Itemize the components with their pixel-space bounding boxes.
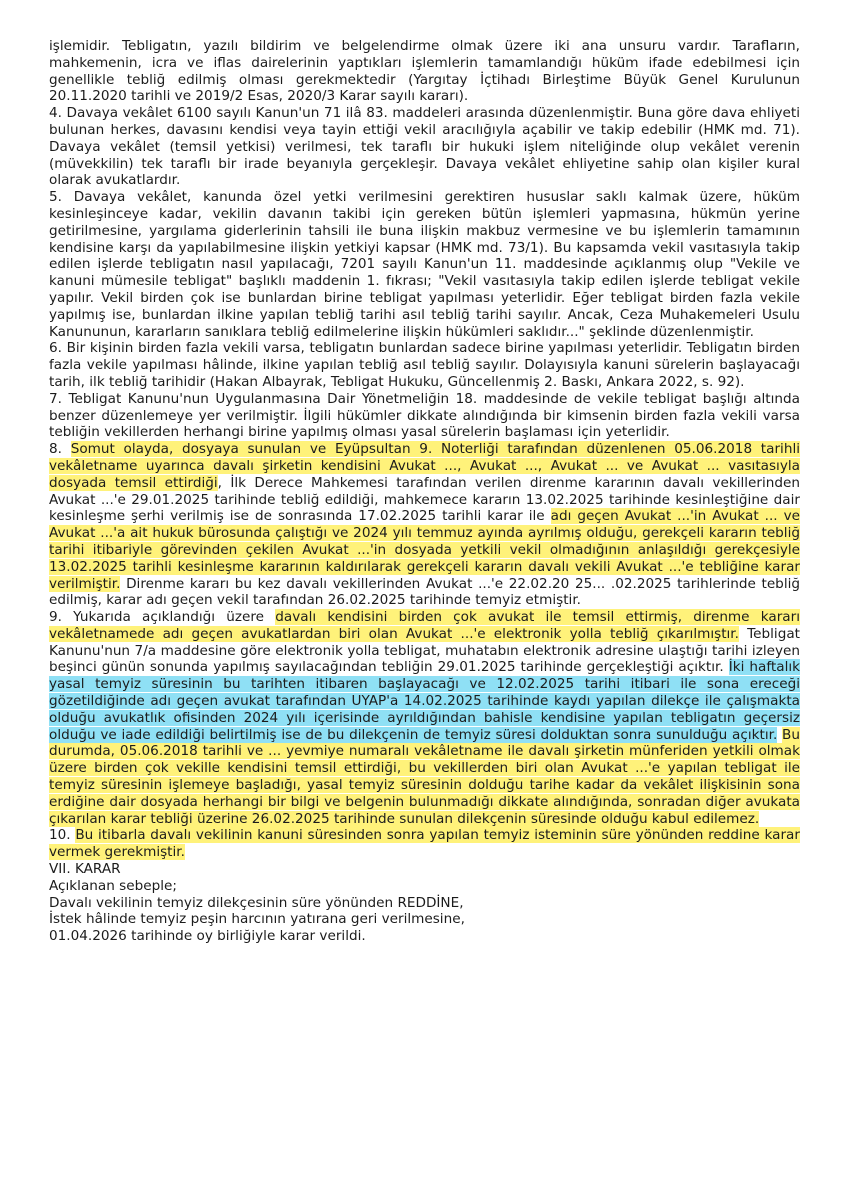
document-body (49, 38, 800, 861)
text-segment: 9. Yukarıda açıklandığı üzere (49, 609, 276, 626)
text-segment: işlemidir. Tebligatın, yazılı bildirim ve belgelendirme olmak üzere iki ana unsuru vardır. Tarafların, mahkemenin, icra ve iflas dairelerinin yaptıkları işlemlerin tamamlandığı hüküm ifade edebilmesi için genellikle tebliğ edilmiş olması gerekmektedir (Yargıtay İçtihadı Birleştime Büyük Genel Kurulunun 20.11.2020 tarihli ve 2019/2 Esas, 2020/3 Karar sayılı kararı). (49, 38, 800, 105)
section-heading: VII. KARAR (49, 861, 121, 878)
paragraph-5 (49, 189, 800, 340)
text-segment: 5. Davaya vekâlet, kanunda özel yetki verilmesini gerektiren hususlar saklı kalmak üzere, hüküm kesinleşinceye kadar, vekilin davanın takibi için gereken bütün işlemleri yapmasına, hükmün yerine getirilmesine, yargılama giderlerinin tahsili ile buna ilişkin makbuz vermesine ve bu işlemlerin tamamının kendisine karşı da yapılabilmesine ilişkin yetkiyi kapsar (HMK md. 73/1). Bu kapsamda vekil vasıtasıyla takip edilen işlerde tebligatın nasıl yapılacağı, 7201 sayılı Kanun'un 11. maddesinde açıklanmış olup "Vekile ve kanuni mümesile tebligat" başlıklı maddenin 1. fıkrası; "Vekil vasıtasıyla takip edilen işlerde tebligat vekile yapılır. Vekil birden çok ise bunlardan birine tebligat yapılması yeterlidir. Eğer tebligat birden fazla vekile yapılmış ise, bunlardan ilkine yapılan tebliğ tarihi asıl tebliğ tarihi sayılır. Ancak, Ceza Muhakemeleri Usulu Kanununun, kararların sanıklara tebliğ edilmelerine ilişkin hükümleri saklıdır..." şeklinde düzenlenmiştir. (49, 189, 800, 340)
text-segment: 4. Davaya vekâlet 6100 sayılı Kanun'un 71 ilâ 83. maddeleri arasında düzenlenmiştir. Buna göre dava ehliyeti bulunan herkes, davasını kendisi veya tayin ettiği vekil aracılığıyla açabilir ve takip edebilir (HMK md. 71). Davaya vekâlet (temsil yetkisi) verilmesi, tek taraflı bir hukuki işlem niteliğinde olup vekâlet verenin (müvekkilin) tek taraflı bir irade beyanıyla gerçekleşir. Davaya vekâlet ehliyetine sahip olan kişiler kural olarak avukatlardır. (49, 105, 800, 189)
paragraph-7 (49, 391, 800, 441)
text-segment: Direnme kararı bu kez davalı vekillerinden Avukat ...'e 22.02.20 25... .02.2025 tarihlerinde tebliğ edilmiş, karar adı geçen vekil tarafından 26.02.2025 tarihinde temyiz etmiştir. (49, 575, 800, 609)
highlighted-text-yellow: davalı kendisini birden çok avukat ile temsil ettirmiş, direnme kararı vekâletnamede adı geçen avukatlardan biri olan Avukat ...'e elektronik yolla tebliğ çıkarılmıştır. (49, 609, 801, 642)
paragraph-continuation (49, 38, 800, 105)
paragraph-4 (49, 105, 800, 189)
highlighted-text-yellow: Bu durumda, 05.06.2018 tarihli ve ... yevmiye numaralı vekâletname ile davalı şirketin münferiden yetkili olmak üzere birden çok vekille kendisini temsil ettirdiği, bu vekillerden biri olan Avukat ...'e yapılan tebligat ile temyiz süresinin işlemeye başladığı, yasal temyiz süresinin dolduğu tarihe kadar da vekâlet ilişkisinin sona erdiğine dair dosyada herhangi bir bilgi ve belgenin bulunmadığı dikkate alındığında, sonradan diğer avukata çıkarılan karar tebliği üzerine 26.02.2025 tarihinde sunulan dilekçenin süresinde olduğu kabul edilemez. (49, 726, 800, 827)
text-segment: Tebligat Kanunu'nun 7/a maddesine göre elektronik yolla tebligat, muhatabın elektronik adresine ulaştığı tarihi izleyen beşinci günün sonunda yapılmış sayılacağından tebliğin 29.01.2025 tarihinde gerçekleştiği açıktır. (49, 625, 800, 676)
paragraph-6 (49, 340, 800, 390)
paragraph-8 (49, 441, 800, 609)
text-segment: 10. (49, 827, 76, 844)
highlighted-text-yellow: adı geçen Avukat ...'in Avukat ... ve Avukat ...'a ait hukuk bürosunda çalıştığı ve 2024 yılı temmuz ayında ayrılmış olduğu, gerekçeli kararın tebliğ tarihi itibariyle görevinden çekilen Avukat ...'in dosyada yetkili vekil olmadığının anlaşıldığı gerekçesiyle 13.02.2025 tarihli kesinleşme kararının kaldırılarak gerekçeli kararın davalı vekili Avukat ...'e tebliğine karar verilmiştir. (49, 508, 800, 592)
decision-section (49, 861, 800, 945)
highlighted-text-yellow: Bu itibarla davalı vekilinin kanuni süresinden sonra yapılan temyiz isteminin süre yönünden reddine karar vermek gerekmiştir. (49, 827, 800, 861)
paragraph-10 (49, 827, 800, 861)
text-segment: 6. Bir kişinin birden fazla vekili varsa, tebligatın bunlardan sadece birine yapılması yeterlidir. Tebligatın birden fazla vekile yapılması hâlinde, ilkine yapılan tebliğ asıl tebliğ sayılır. Dolayısıyla kanuni sürelerin başlayacağı tarih, ilk tebliğ tarihidir (Hakan Albayrak, Tebligat Hukuku, Güncellenmiş 2. Baskı, Ankara 2022, s. 92). (49, 340, 800, 390)
decision-item: Davalı vekilinin temyiz dilekçesinin süre yönünden REDDİNE, (49, 894, 464, 911)
text-segment: 8. (49, 441, 71, 458)
paragraph-9 (49, 609, 800, 827)
text-segment: , İlk Derece Mahkemesi tarafından verilen direnme kararının davalı vekillerinden Avukat ...'e 29.01.2025 tarihinde tebliğ edildiği, mahkemece kararın 13.02.2025 tarihinde kesinleştiğine dair kesinleşme şerhi verilmiş ise de sonrasında 17.02.2025 tarihli karar ile (49, 474, 800, 525)
highlighted-text-yellow: Somut olayda, dosyaya sunulan ve Eyüpsultan 9. Noterliği tarafından düzenlenen 05.06.2018 tarihli vekâletname uyarınca davalı şirketin kendisini Avukat ..., Avukat ..., Avukat ... ve Avukat ... vasıtasıyla dosyada temsil ettirdiği (49, 441, 800, 491)
highlighted-text-blue: İki haftalık yasal temyiz süresinin bu tarihten itibaren başlayacağı ve 12.02.2025 tarihi itibari ile sona ereceği gözetildiğinde adı geçen avukat tarafından UYAP'a 14.02.2025 tarihinde kaydı yapılan dilekçe ile çalışmakta olduğu avukatlık ofisinden 2024 yılı içerisinde ayrıldığından bahisle kendisine yapılan tebligatın geçersiz olduğu ve iade edildiği belirtilmiş ise de bu dilekçenin de temyiz süresi dolduktan sonra sunulduğu açıktır. (49, 659, 800, 743)
document-page (49, 38, 800, 945)
decision-intro: Açıklanan sebeple; (49, 877, 177, 894)
text-segment: 7. Tebligat Kanunu'nun Uygulanmasına Dair Yönetmeliğin 18. maddesinde de vekile tebligat başlığı altında benzer düzenlemeye yer verilmiştir. İlgili hükümler dikkate alındığında bir kimsenin birden fazla vekili varsa tebliğin vekillerden herhangi birine yapılmış olması yasal sürelerin başlaması için yeterlidir. (49, 390, 800, 441)
decision-item: İstek hâlinde temyiz peşin harcının yatırana geri verilmesine, (49, 911, 465, 928)
decision-date-line: 01.04.2026 tarihinde oy birliğiyle karar verildi. (49, 928, 366, 945)
